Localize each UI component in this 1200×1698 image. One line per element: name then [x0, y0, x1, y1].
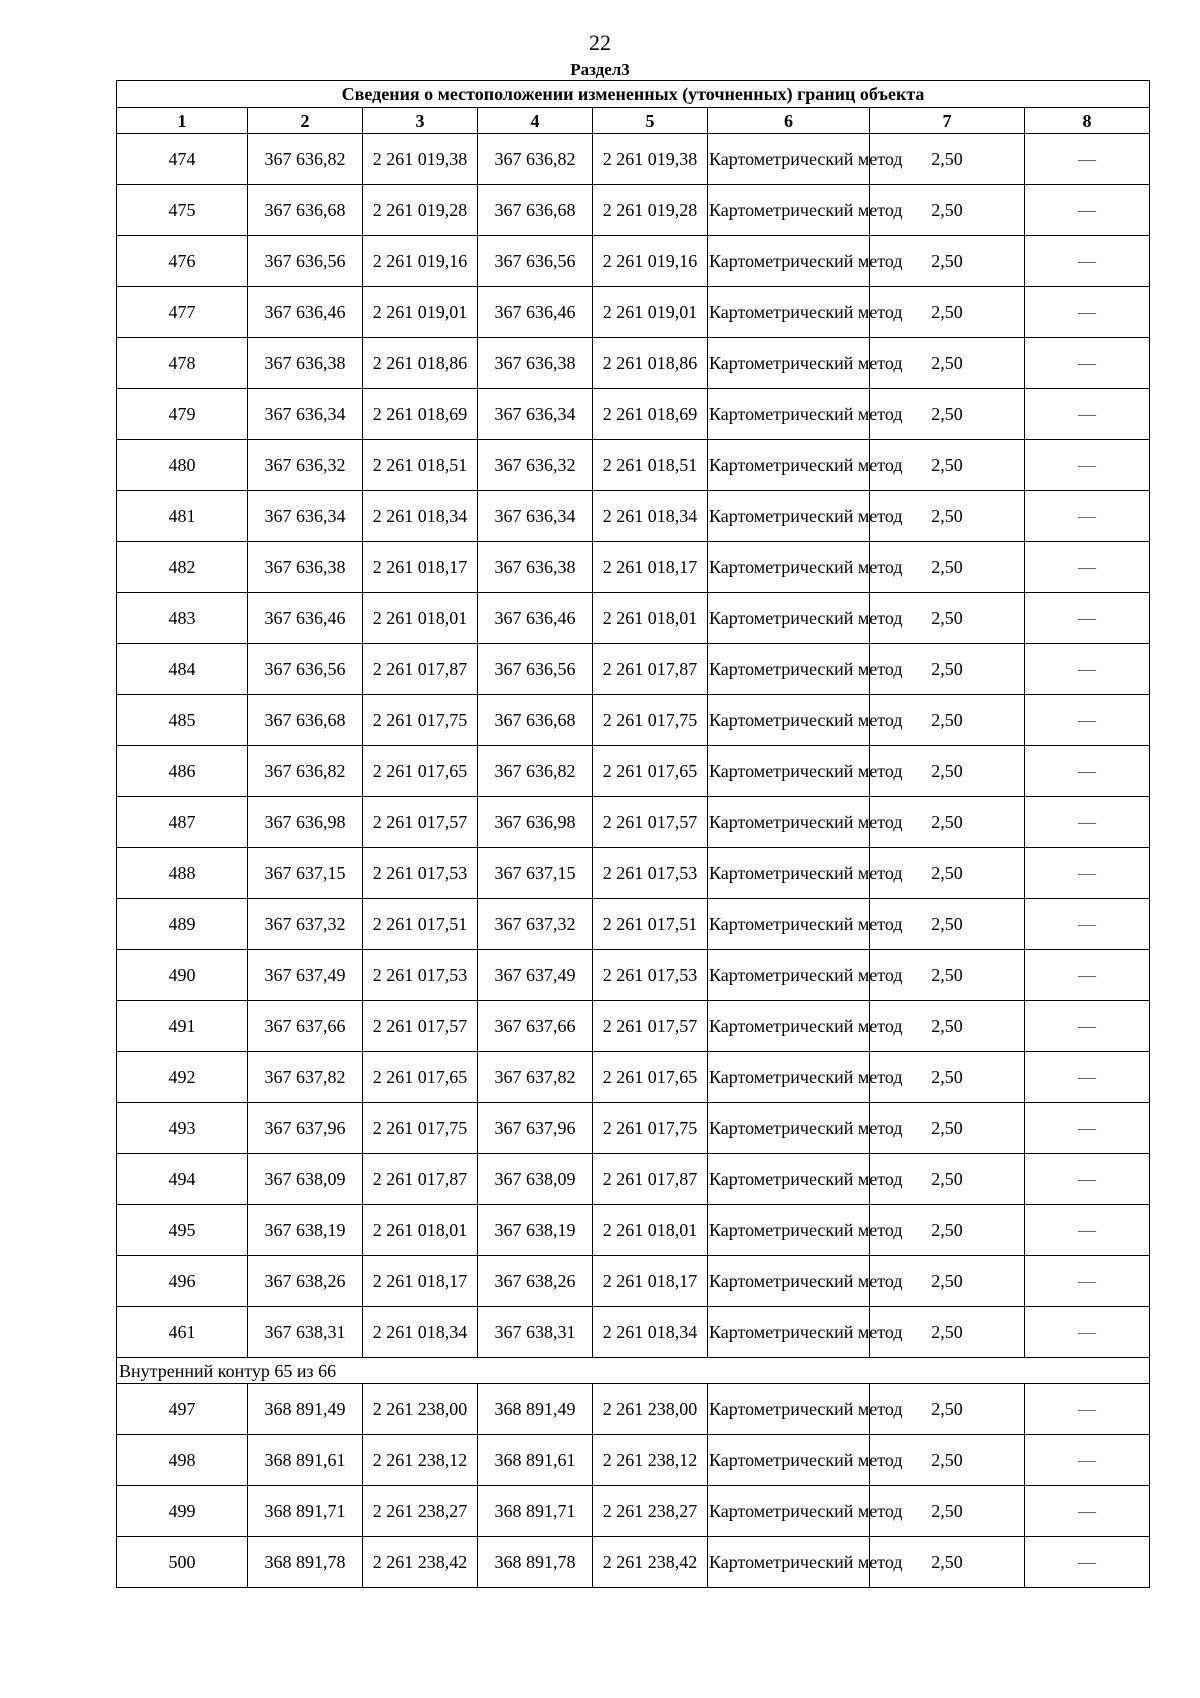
- accuracy-cell: 2,50: [870, 695, 1025, 746]
- column-header: 5: [593, 108, 708, 134]
- method-cell: Картометрический метод: [708, 848, 870, 899]
- table-row: [117, 287, 1150, 338]
- x-old-cell: 367 637,82: [248, 1052, 363, 1103]
- y-old-cell: 2 261 018,69: [363, 389, 478, 440]
- accuracy-cell: 2,50: [870, 1205, 1025, 1256]
- table-row: [117, 338, 1150, 389]
- table-row: [117, 491, 1150, 542]
- point-number-cell: 498: [117, 1435, 248, 1486]
- description-cell: —: [1025, 440, 1150, 491]
- y-new-cell: 2 261 017,75: [593, 1103, 708, 1154]
- y-old-cell: 2 261 017,51: [363, 899, 478, 950]
- x-new-cell: 367 636,32: [478, 440, 593, 491]
- y-new-cell: 2 261 019,28: [593, 185, 708, 236]
- column-header: 2: [248, 108, 363, 134]
- section-title: Раздел3: [570, 60, 630, 79]
- description-cell: —: [1025, 644, 1150, 695]
- description-cell: —: [1025, 1537, 1150, 1588]
- description-cell: —: [1025, 1384, 1150, 1435]
- x-new-cell: 368 891,61: [478, 1435, 593, 1486]
- x-old-cell: 367 637,15: [248, 848, 363, 899]
- method-cell: Картометрический метод: [708, 593, 870, 644]
- y-old-cell: 2 261 238,00: [363, 1384, 478, 1435]
- description-cell: —: [1025, 185, 1150, 236]
- table-row: [117, 389, 1150, 440]
- description-cell: —: [1025, 1307, 1150, 1358]
- y-old-cell: 2 261 018,17: [363, 1256, 478, 1307]
- table-row: [117, 1307, 1150, 1358]
- y-new-cell: 2 261 019,16: [593, 236, 708, 287]
- description-cell: —: [1025, 899, 1150, 950]
- y-old-cell: 2 261 019,28: [363, 185, 478, 236]
- contour-label: Внутренний контур 65 из 66: [117, 1358, 1150, 1384]
- method-cell: Картометрический метод: [708, 1052, 870, 1103]
- y-new-cell: 2 261 017,75: [593, 695, 708, 746]
- point-number-cell: 475: [117, 185, 248, 236]
- accuracy-cell: 2,50: [870, 797, 1025, 848]
- x-new-cell: 367 638,09: [478, 1154, 593, 1205]
- point-number-cell: 461: [117, 1307, 248, 1358]
- y-old-cell: 2 261 017,65: [363, 746, 478, 797]
- description-cell: —: [1025, 848, 1150, 899]
- table-row: [117, 797, 1150, 848]
- description-cell: —: [1025, 491, 1150, 542]
- accuracy-cell: 2,50: [870, 848, 1025, 899]
- x-new-cell: 367 636,56: [478, 236, 593, 287]
- table-row: [117, 1052, 1150, 1103]
- description-cell: —: [1025, 950, 1150, 1001]
- method-cell: Картометрический метод: [708, 1307, 870, 1358]
- y-old-cell: 2 261 017,57: [363, 797, 478, 848]
- method-cell: Картометрический метод: [708, 134, 870, 185]
- x-new-cell: 368 891,78: [478, 1537, 593, 1588]
- accuracy-cell: 2,50: [870, 1052, 1025, 1103]
- x-old-cell: 367 636,38: [248, 542, 363, 593]
- x-new-cell: 367 636,38: [478, 338, 593, 389]
- contour-row: [117, 1358, 1150, 1384]
- description-cell: —: [1025, 287, 1150, 338]
- table-row: [117, 236, 1150, 287]
- point-number-cell: 478: [117, 338, 248, 389]
- table-row: [117, 644, 1150, 695]
- description-cell: —: [1025, 338, 1150, 389]
- y-new-cell: 2 261 018,69: [593, 389, 708, 440]
- point-number-cell: 480: [117, 440, 248, 491]
- y-old-cell: 2 261 238,42: [363, 1537, 478, 1588]
- accuracy-cell: 2,50: [870, 185, 1025, 236]
- y-old-cell: 2 261 017,65: [363, 1052, 478, 1103]
- column-header: 3: [363, 108, 478, 134]
- y-old-cell: 2 261 018,51: [363, 440, 478, 491]
- y-old-cell: 2 261 019,38: [363, 134, 478, 185]
- accuracy-cell: 2,50: [870, 542, 1025, 593]
- x-new-cell: 367 636,34: [478, 389, 593, 440]
- table-row: [117, 1537, 1150, 1588]
- y-old-cell: 2 261 018,01: [363, 593, 478, 644]
- y-new-cell: 2 261 017,57: [593, 1001, 708, 1052]
- x-new-cell: 367 636,38: [478, 542, 593, 593]
- accuracy-cell: 2,50: [870, 644, 1025, 695]
- method-cell: Картометрический метод: [708, 338, 870, 389]
- x-new-cell: 367 637,15: [478, 848, 593, 899]
- x-old-cell: 367 638,19: [248, 1205, 363, 1256]
- column-header-row: [117, 108, 1150, 134]
- x-new-cell: 367 636,82: [478, 134, 593, 185]
- method-cell: Картометрический метод: [708, 1435, 870, 1486]
- x-new-cell: 367 636,34: [478, 491, 593, 542]
- point-number-cell: 483: [117, 593, 248, 644]
- table-row: [117, 1103, 1150, 1154]
- table-row: [117, 185, 1150, 236]
- x-new-cell: 367 638,31: [478, 1307, 593, 1358]
- x-old-cell: 367 636,34: [248, 389, 363, 440]
- y-new-cell: 2 261 017,87: [593, 1154, 708, 1205]
- point-number-cell: 489: [117, 899, 248, 950]
- method-cell: Картометрический метод: [708, 440, 870, 491]
- x-old-cell: 367 636,46: [248, 287, 363, 338]
- point-number-cell: 495: [117, 1205, 248, 1256]
- accuracy-cell: 2,50: [870, 1486, 1025, 1537]
- y-old-cell: 2 261 018,34: [363, 491, 478, 542]
- point-number-cell: 486: [117, 746, 248, 797]
- accuracy-cell: 2,50: [870, 593, 1025, 644]
- accuracy-cell: 2,50: [870, 1384, 1025, 1435]
- table-row: [117, 1256, 1150, 1307]
- point-number-cell: 494: [117, 1154, 248, 1205]
- point-number-cell: 477: [117, 287, 248, 338]
- x-old-cell: 367 638,26: [248, 1256, 363, 1307]
- x-old-cell: 367 636,34: [248, 491, 363, 542]
- x-old-cell: 367 637,66: [248, 1001, 363, 1052]
- table-row: [117, 1435, 1150, 1486]
- column-header: 8: [1025, 108, 1150, 134]
- column-header: 1: [117, 108, 248, 134]
- method-cell: Картометрический метод: [708, 1103, 870, 1154]
- x-new-cell: 367 637,96: [478, 1103, 593, 1154]
- x-old-cell: 367 636,56: [248, 236, 363, 287]
- y-new-cell: 2 261 017,51: [593, 899, 708, 950]
- y-old-cell: 2 261 238,12: [363, 1435, 478, 1486]
- y-old-cell: 2 261 238,27: [363, 1486, 478, 1537]
- table-caption-row: [117, 81, 1150, 108]
- y-new-cell: 2 261 017,87: [593, 644, 708, 695]
- x-new-cell: 367 636,68: [478, 185, 593, 236]
- x-old-cell: 367 638,31: [248, 1307, 363, 1358]
- description-cell: —: [1025, 797, 1150, 848]
- description-cell: —: [1025, 1205, 1150, 1256]
- point-number-cell: 481: [117, 491, 248, 542]
- accuracy-cell: 2,50: [870, 1103, 1025, 1154]
- accuracy-cell: 2,50: [870, 1307, 1025, 1358]
- x-old-cell: 367 636,82: [248, 746, 363, 797]
- description-cell: —: [1025, 593, 1150, 644]
- x-old-cell: 368 891,78: [248, 1537, 363, 1588]
- y-new-cell: 2 261 018,34: [593, 1307, 708, 1358]
- point-number-cell: 490: [117, 950, 248, 1001]
- x-old-cell: 367 637,96: [248, 1103, 363, 1154]
- x-old-cell: 368 891,61: [248, 1435, 363, 1486]
- y-old-cell: 2 261 017,53: [363, 848, 478, 899]
- y-new-cell: 2 261 018,17: [593, 542, 708, 593]
- method-cell: Картометрический метод: [708, 1205, 870, 1256]
- description-cell: —: [1025, 389, 1150, 440]
- x-new-cell: 367 636,68: [478, 695, 593, 746]
- table-row: [117, 1205, 1150, 1256]
- accuracy-cell: 2,50: [870, 287, 1025, 338]
- x-old-cell: 368 891,49: [248, 1384, 363, 1435]
- x-new-cell: 367 636,46: [478, 593, 593, 644]
- point-number-cell: 484: [117, 644, 248, 695]
- point-number-cell: 496: [117, 1256, 248, 1307]
- page-number: 22: [589, 30, 611, 55]
- accuracy-cell: 2,50: [870, 1001, 1025, 1052]
- method-cell: Картометрический метод: [708, 950, 870, 1001]
- x-new-cell: 367 636,46: [478, 287, 593, 338]
- point-number-cell: 491: [117, 1001, 248, 1052]
- method-cell: Картометрический метод: [708, 1256, 870, 1307]
- method-cell: Картометрический метод: [708, 899, 870, 950]
- x-new-cell: 367 638,26: [478, 1256, 593, 1307]
- description-cell: —: [1025, 1435, 1150, 1486]
- accuracy-cell: 2,50: [870, 338, 1025, 389]
- point-number-cell: 497: [117, 1384, 248, 1435]
- method-cell: Картометрический метод: [708, 1001, 870, 1052]
- x-new-cell: 367 636,82: [478, 746, 593, 797]
- method-cell: Картометрический метод: [708, 644, 870, 695]
- table-row: [117, 746, 1150, 797]
- column-header: 6: [708, 108, 870, 134]
- method-cell: Картометрический метод: [708, 287, 870, 338]
- method-cell: Картометрический метод: [708, 185, 870, 236]
- accuracy-cell: 2,50: [870, 746, 1025, 797]
- table-row: [117, 848, 1150, 899]
- accuracy-cell: 2,50: [870, 491, 1025, 542]
- point-number-cell: 499: [117, 1486, 248, 1537]
- description-cell: —: [1025, 1052, 1150, 1103]
- x-new-cell: 367 638,19: [478, 1205, 593, 1256]
- table-row: [117, 134, 1150, 185]
- y-old-cell: 2 261 018,01: [363, 1205, 478, 1256]
- method-cell: Картометрический метод: [708, 389, 870, 440]
- table-row: [117, 542, 1150, 593]
- method-cell: Картометрический метод: [708, 695, 870, 746]
- x-old-cell: 367 636,68: [248, 185, 363, 236]
- description-cell: —: [1025, 542, 1150, 593]
- x-old-cell: 367 636,32: [248, 440, 363, 491]
- table-row: [117, 593, 1150, 644]
- accuracy-cell: 2,50: [870, 950, 1025, 1001]
- point-number-cell: 493: [117, 1103, 248, 1154]
- x-old-cell: 367 638,09: [248, 1154, 363, 1205]
- y-new-cell: 2 261 238,12: [593, 1435, 708, 1486]
- x-old-cell: 367 636,56: [248, 644, 363, 695]
- method-cell: Картометрический метод: [708, 542, 870, 593]
- description-cell: —: [1025, 1256, 1150, 1307]
- y-old-cell: 2 261 018,34: [363, 1307, 478, 1358]
- x-old-cell: 367 636,38: [248, 338, 363, 389]
- y-new-cell: 2 261 018,34: [593, 491, 708, 542]
- description-cell: —: [1025, 1001, 1150, 1052]
- y-old-cell: 2 261 017,53: [363, 950, 478, 1001]
- table-row: [117, 440, 1150, 491]
- table-row: [117, 1001, 1150, 1052]
- y-new-cell: 2 261 018,17: [593, 1256, 708, 1307]
- y-new-cell: 2 261 238,27: [593, 1486, 708, 1537]
- point-number-cell: 476: [117, 236, 248, 287]
- table-row: [117, 1154, 1150, 1205]
- accuracy-cell: 2,50: [870, 899, 1025, 950]
- method-cell: Картометрический метод: [708, 1486, 870, 1537]
- y-new-cell: 2 261 018,01: [593, 593, 708, 644]
- accuracy-cell: 2,50: [870, 440, 1025, 491]
- table-row: [117, 1384, 1150, 1435]
- coordinates-table: [116, 80, 1150, 1588]
- accuracy-cell: 2,50: [870, 1154, 1025, 1205]
- method-cell: Картометрический метод: [708, 1537, 870, 1588]
- x-old-cell: 367 636,46: [248, 593, 363, 644]
- point-number-cell: 485: [117, 695, 248, 746]
- y-old-cell: 2 261 019,16: [363, 236, 478, 287]
- table-body: [117, 81, 1150, 1588]
- table-row: [117, 1486, 1150, 1537]
- y-new-cell: 2 261 238,00: [593, 1384, 708, 1435]
- x-new-cell: 367 637,49: [478, 950, 593, 1001]
- y-new-cell: 2 261 017,65: [593, 1052, 708, 1103]
- y-new-cell: 2 261 017,53: [593, 950, 708, 1001]
- y-old-cell: 2 261 018,86: [363, 338, 478, 389]
- point-number-cell: 474: [117, 134, 248, 185]
- method-cell: Картометрический метод: [708, 491, 870, 542]
- point-number-cell: 482: [117, 542, 248, 593]
- point-number-cell: 488: [117, 848, 248, 899]
- method-cell: Картометрический метод: [708, 797, 870, 848]
- y-old-cell: 2 261 017,87: [363, 1154, 478, 1205]
- y-new-cell: 2 261 019,01: [593, 287, 708, 338]
- y-new-cell: 2 261 017,65: [593, 746, 708, 797]
- y-new-cell: 2 261 018,51: [593, 440, 708, 491]
- description-cell: —: [1025, 695, 1150, 746]
- accuracy-cell: 2,50: [870, 1435, 1025, 1486]
- method-cell: Картометрический метод: [708, 1384, 870, 1435]
- description-cell: —: [1025, 1154, 1150, 1205]
- table-row: [117, 695, 1150, 746]
- x-new-cell: 367 636,56: [478, 644, 593, 695]
- accuracy-cell: 2,50: [870, 389, 1025, 440]
- x-new-cell: 368 891,71: [478, 1486, 593, 1537]
- x-new-cell: 368 891,49: [478, 1384, 593, 1435]
- table-caption: Сведения о местоположении измененных (уточненных) границ объекта: [117, 81, 1150, 108]
- y-new-cell: 2 261 018,86: [593, 338, 708, 389]
- table-row: [117, 950, 1150, 1001]
- point-number-cell: 487: [117, 797, 248, 848]
- point-number-cell: 500: [117, 1537, 248, 1588]
- y-old-cell: 2 261 017,87: [363, 644, 478, 695]
- x-old-cell: 367 636,68: [248, 695, 363, 746]
- description-cell: —: [1025, 1486, 1150, 1537]
- accuracy-cell: 2,50: [870, 1256, 1025, 1307]
- method-cell: Картометрический метод: [708, 236, 870, 287]
- y-new-cell: 2 261 018,01: [593, 1205, 708, 1256]
- accuracy-cell: 2,50: [870, 134, 1025, 185]
- point-number-cell: 492: [117, 1052, 248, 1103]
- x-new-cell: 367 637,32: [478, 899, 593, 950]
- accuracy-cell: 2,50: [870, 236, 1025, 287]
- description-cell: —: [1025, 746, 1150, 797]
- method-cell: Картометрический метод: [708, 1154, 870, 1205]
- x-new-cell: 367 637,82: [478, 1052, 593, 1103]
- column-header: 7: [870, 108, 1025, 134]
- description-cell: —: [1025, 134, 1150, 185]
- y-new-cell: 2 261 238,42: [593, 1537, 708, 1588]
- table-row: [117, 899, 1150, 950]
- x-old-cell: 367 637,32: [248, 899, 363, 950]
- y-old-cell: 2 261 019,01: [363, 287, 478, 338]
- x-old-cell: 367 636,82: [248, 134, 363, 185]
- x-old-cell: 368 891,71: [248, 1486, 363, 1537]
- column-header: 4: [478, 108, 593, 134]
- accuracy-cell: 2,50: [870, 1537, 1025, 1588]
- x-new-cell: 367 636,98: [478, 797, 593, 848]
- x-old-cell: 367 636,98: [248, 797, 363, 848]
- x-new-cell: 367 637,66: [478, 1001, 593, 1052]
- method-cell: Картометрический метод: [708, 746, 870, 797]
- x-old-cell: 367 637,49: [248, 950, 363, 1001]
- y-new-cell: 2 261 017,53: [593, 848, 708, 899]
- y-new-cell: 2 261 017,57: [593, 797, 708, 848]
- point-number-cell: 479: [117, 389, 248, 440]
- description-cell: —: [1025, 1103, 1150, 1154]
- y-old-cell: 2 261 018,17: [363, 542, 478, 593]
- description-cell: —: [1025, 236, 1150, 287]
- y-old-cell: 2 261 017,57: [363, 1001, 478, 1052]
- y-new-cell: 2 261 019,38: [593, 134, 708, 185]
- y-old-cell: 2 261 017,75: [363, 1103, 478, 1154]
- y-old-cell: 2 261 017,75: [363, 695, 478, 746]
